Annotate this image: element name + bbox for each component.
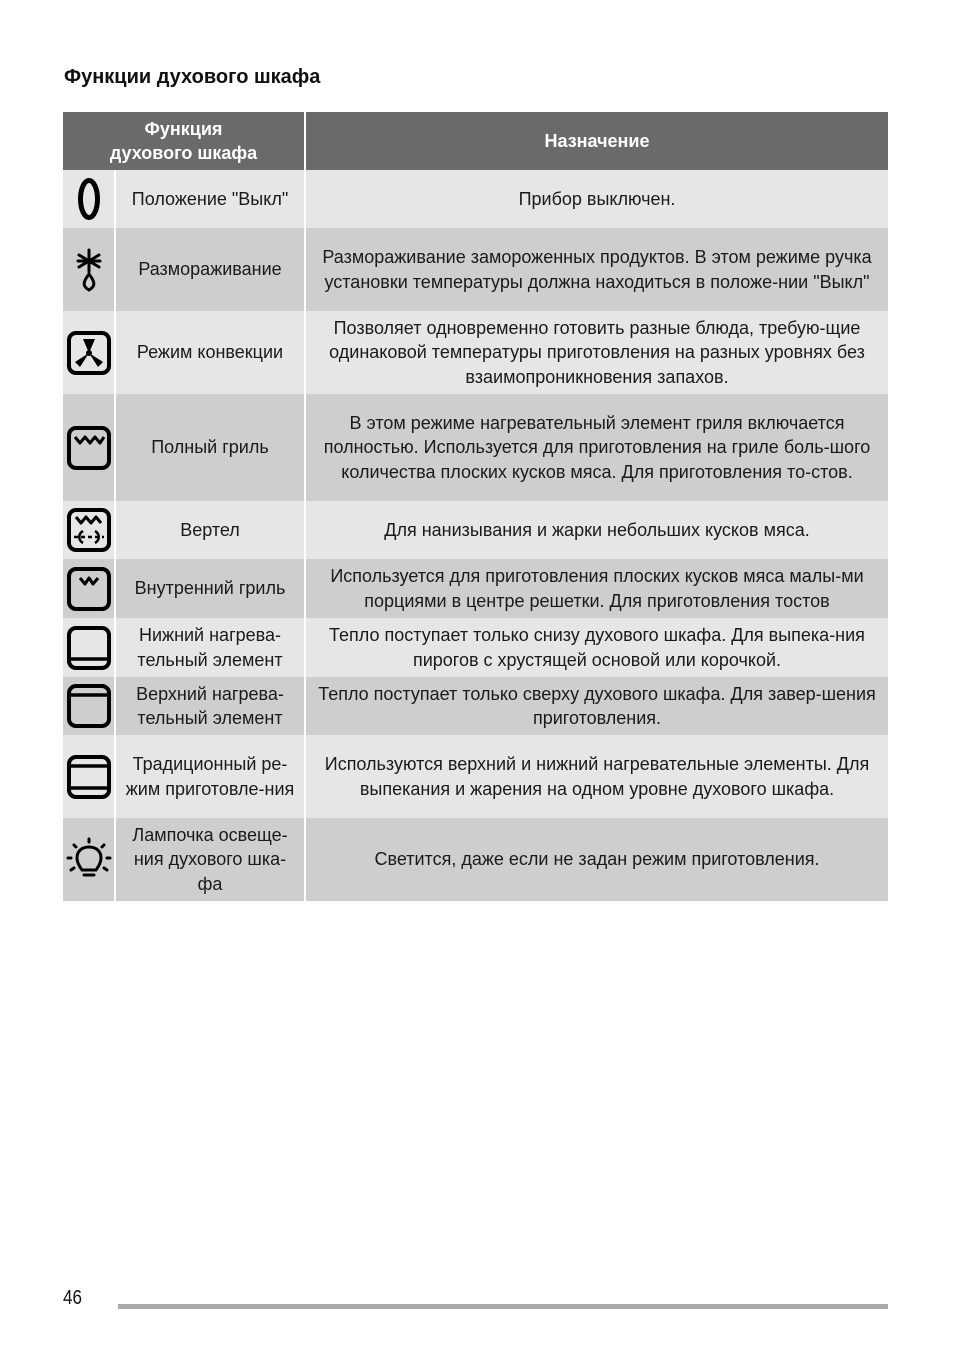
function-description: Используются верхний и нижний нагревательные элементы. Для выпекания и жарения на одном уровне духового шкафа. [305,735,888,818]
function-name: Вертел [115,501,305,559]
function-name: Положение "Выкл" [115,170,305,228]
function-name: Внутренний гриль [115,559,305,618]
function-description: Используется для приготовления плоских кусков мяса малы-ми порциями в центре решетки. Для приготовления тостов [305,559,888,618]
function-name: Нижний нагрева-тельный элемент [115,618,305,677]
convection-fan-icon [63,330,115,376]
function-description: Тепло поступает только снизу духового шкафа. Для выпека-ния пирогов с хрустящей основой или корочкой. [305,618,888,677]
icon-cell [63,559,115,618]
off-zero-icon [63,176,115,222]
rotisserie-icon [63,507,115,553]
table-header-row [63,112,888,170]
function-description: Прибор выключен. [305,170,888,228]
table-row [63,735,888,818]
table-row [63,559,888,618]
icon-cell [63,818,115,901]
table-row [63,618,888,677]
function-description: Для нанизывания и жарки небольших кусков мяса. [305,501,888,559]
inner-grill-icon [63,566,115,612]
table-row [63,501,888,559]
table-row [63,394,888,501]
icon-cell [63,311,115,394]
page-number: 46 [63,1287,82,1309]
oven-functions-table [63,112,888,901]
icon-cell [63,501,115,559]
table-row [63,311,888,394]
function-description: Тепло поступает только сверху духового шкафа. Для завер-шения приготовления. [305,677,888,735]
top-heat-icon [63,683,115,729]
function-name: Режим конвекции [115,311,305,394]
icon-cell [63,618,115,677]
footer-rule [118,1304,888,1309]
function-name: Верхний нагрева-тельный элемент [115,677,305,735]
oven-lamp-icon [63,837,115,883]
function-name: Традиционный ре-жим приготовле-ния [115,735,305,818]
table-row [63,677,888,735]
icon-cell [63,735,115,818]
icon-cell [63,677,115,735]
icon-cell [63,170,115,228]
function-name: Размораживание [115,228,305,311]
conventional-heat-icon [63,754,115,800]
page-title: Функции духового шкафа [64,66,321,88]
function-description: Позволяет одновременно готовить разные блюда, требую-щие одинаковой температуры приготовления на разных уровнях без взаимопроникновения запахов. [305,311,888,394]
header-purpose: Назначение [305,112,888,170]
function-name: Полный гриль [115,394,305,501]
function-description: Светится, даже если не задан режим приготовления. [305,818,888,901]
table-row [63,818,888,901]
full-grill-icon [63,425,115,471]
table-row [63,228,888,311]
bottom-heat-icon [63,625,115,671]
defrost-icon [63,247,115,293]
function-description: Размораживание замороженных продуктов. В этом режиме ручка установки температуры должна находиться в положе-нии "Выкл" [305,228,888,311]
header-function: Функция духового шкафа [63,112,305,170]
icon-cell [63,228,115,311]
icon-cell [63,394,115,501]
function-name: Лампочка освеще-ния духового шка-фа [115,818,305,901]
function-description: В этом режиме нагревательный элемент гриля включается полностью. Используется для приготовления на гриле боль-шого количества плоских кусков мяса. Для приготовления то-стов. [305,394,888,501]
table-row [63,170,888,228]
